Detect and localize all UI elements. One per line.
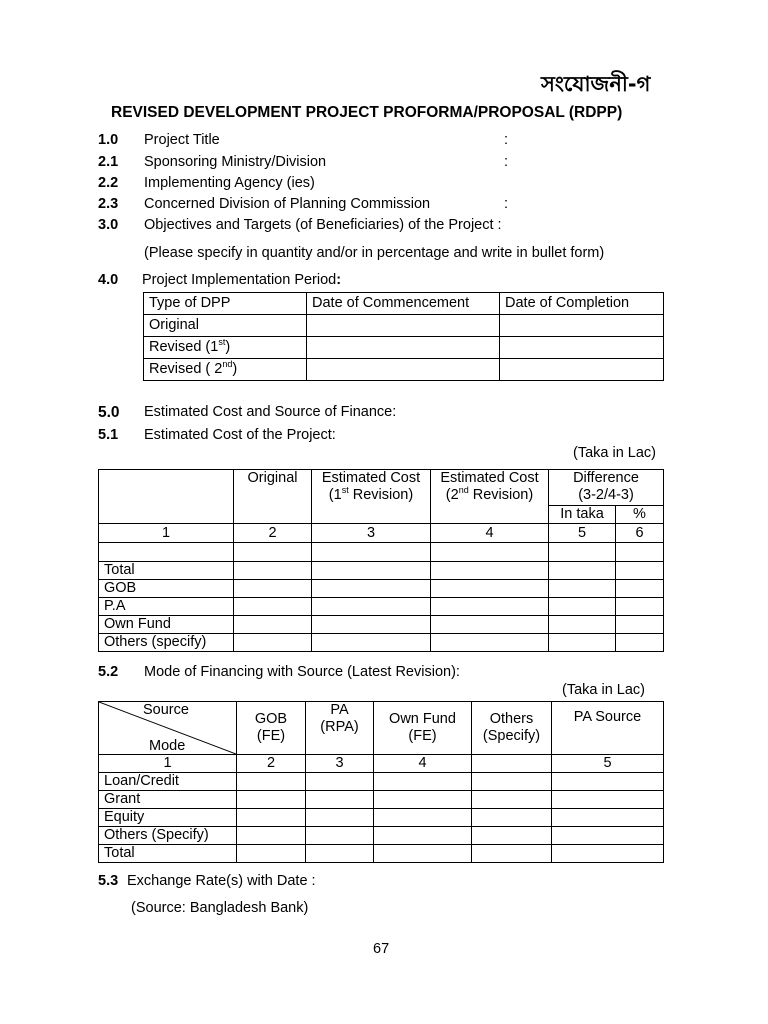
- column-number: 6: [616, 524, 664, 543]
- estimated-cost-table: [98, 469, 664, 652]
- input-cell[interactable]: [312, 562, 431, 580]
- section-number: 4.0: [98, 272, 119, 288]
- header-est-cost-rev1: Estimated Cost (1st Revision): [312, 470, 431, 524]
- row-label: Total: [99, 845, 237, 863]
- objectives-note: (Please specify in quantity and/or in percentage and write in bullet form): [144, 245, 605, 261]
- source-note: (Source: Bangladesh Bank): [131, 900, 309, 916]
- input-cell[interactable]: [431, 616, 549, 634]
- input-cell[interactable]: [431, 580, 549, 598]
- item-label: Concerned Division of Planning Commission: [144, 196, 431, 212]
- item-number: 2.3: [98, 196, 119, 212]
- row-label: Loan/Credit: [99, 773, 237, 791]
- input-cell[interactable]: [307, 359, 500, 381]
- input-cell[interactable]: [237, 791, 306, 809]
- header-est-cost-rev2: Estimated Cost (2nd Revision): [431, 470, 549, 524]
- column-number: 2: [234, 524, 312, 543]
- input-cell[interactable]: [234, 562, 312, 580]
- column-number: 3: [312, 524, 431, 543]
- section-label: Estimated Cost of the Project:: [144, 427, 336, 443]
- input-cell[interactable]: [431, 598, 549, 616]
- input-cell[interactable]: [431, 562, 549, 580]
- input-cell[interactable]: [237, 845, 306, 863]
- input-cell[interactable]: [500, 315, 664, 337]
- input-cell[interactable]: [549, 616, 616, 634]
- input-cell[interactable]: [472, 845, 552, 863]
- input-cell[interactable]: [374, 845, 472, 863]
- header-gob: GOB (FE): [237, 702, 306, 755]
- input-cell[interactable]: [616, 562, 664, 580]
- document-title: REVISED DEVELOPMENT PROJECT PROFORMA/PROPOSAL (RDPP): [111, 104, 623, 121]
- input-cell[interactable]: [312, 580, 431, 598]
- input-cell[interactable]: [552, 791, 664, 809]
- item-label: Implementing Agency (ies): [144, 175, 315, 191]
- header-mode: Mode: [149, 738, 186, 754]
- input-cell[interactable]: [552, 809, 664, 827]
- table-row-spacer: [99, 543, 234, 562]
- row-label: Others (Specify): [99, 827, 237, 845]
- header-date-of-completion: Date of Completion: [500, 293, 664, 315]
- input-cell[interactable]: [500, 337, 664, 359]
- row-label: GOB: [99, 580, 234, 598]
- header-difference: Difference (3-2/4-3): [549, 470, 664, 506]
- column-number: 1: [99, 755, 237, 773]
- unit-note: (Taka in Lac): [573, 445, 657, 461]
- input-cell[interactable]: [307, 315, 500, 337]
- input-cell[interactable]: [374, 773, 472, 791]
- column-number: 4: [374, 755, 472, 773]
- input-cell[interactable]: [616, 598, 664, 616]
- input-cell[interactable]: [552, 845, 664, 863]
- row-label-revised-1: Revised (1st): [144, 337, 307, 359]
- header-original: Original: [234, 470, 312, 524]
- input-cell[interactable]: [306, 845, 374, 863]
- mode-of-financing-table: [98, 701, 664, 863]
- input-cell[interactable]: [616, 616, 664, 634]
- section-number: 5.0: [98, 404, 120, 421]
- row-label: Total: [99, 562, 234, 580]
- input-cell[interactable]: [616, 634, 664, 652]
- column-number: 5: [552, 755, 664, 773]
- column-number: 3: [306, 755, 374, 773]
- row-label: P.A: [99, 598, 234, 616]
- input-cell[interactable]: [306, 827, 374, 845]
- input-cell[interactable]: [552, 773, 664, 791]
- header-in-taka: In taka: [549, 506, 616, 524]
- implementation-period-table: [143, 292, 664, 381]
- header-others: Others (Specify): [472, 702, 552, 755]
- input-cell[interactable]: [549, 634, 616, 652]
- row-label: Equity: [99, 809, 237, 827]
- annex-label: সংযোজনী-গ: [541, 72, 651, 96]
- item-number: 3.0: [98, 217, 119, 233]
- row-label: Grant: [99, 791, 237, 809]
- section-number: 5.2: [98, 664, 119, 680]
- item-number: 2.2: [98, 175, 119, 191]
- item-colon: :: [504, 154, 509, 170]
- unit-note: (Taka in Lac): [562, 682, 646, 698]
- input-cell[interactable]: [549, 598, 616, 616]
- row-label: Own Fund: [99, 616, 234, 634]
- input-cell[interactable]: [306, 791, 374, 809]
- input-cell[interactable]: [500, 359, 664, 381]
- input-cell[interactable]: [374, 791, 472, 809]
- row-label-revised-2: Revised ( 2nd): [144, 359, 307, 381]
- column-number: 2: [237, 755, 306, 773]
- input-cell[interactable]: [237, 809, 306, 827]
- input-cell[interactable]: [472, 827, 552, 845]
- item-number: 2.1: [98, 154, 119, 170]
- input-cell[interactable]: [374, 809, 472, 827]
- input-cell[interactable]: [549, 562, 616, 580]
- header-own-fund: Own Fund (FE): [374, 702, 472, 755]
- input-cell[interactable]: [472, 809, 552, 827]
- source-mode-header: [99, 702, 237, 755]
- section-number: 5.1: [98, 427, 119, 443]
- input-cell[interactable]: [234, 616, 312, 634]
- input-cell[interactable]: [312, 598, 431, 616]
- input-cell[interactable]: [234, 634, 312, 652]
- header-type-of-dpp: Type of DPP: [144, 293, 307, 315]
- input-cell[interactable]: [552, 827, 664, 845]
- input-cell[interactable]: [431, 634, 549, 652]
- item-colon: :: [504, 132, 509, 148]
- input-cell[interactable]: [472, 773, 552, 791]
- page-number: 67: [373, 941, 390, 957]
- header-pa: PA (RPA): [306, 702, 374, 755]
- blank-header-cell: [99, 470, 234, 524]
- input-cell[interactable]: [306, 809, 374, 827]
- input-cell[interactable]: [237, 827, 306, 845]
- row-label: Others (specify): [99, 634, 234, 652]
- section-label: Exchange Rate(s) with Date :: [127, 873, 316, 889]
- header-date-of-commencement: Date of Commencement: [307, 293, 500, 315]
- input-cell[interactable]: [312, 616, 431, 634]
- item-colon: :: [504, 196, 509, 212]
- input-cell[interactable]: [234, 580, 312, 598]
- item-label: Project Title: [144, 132, 220, 148]
- column-number: 5: [549, 524, 616, 543]
- input-cell[interactable]: [307, 337, 500, 359]
- input-cell[interactable]: [549, 580, 616, 598]
- input-cell[interactable]: [237, 773, 306, 791]
- input-cell[interactable]: [312, 634, 431, 652]
- input-cell[interactable]: [472, 791, 552, 809]
- item-label: Sponsoring Ministry/Division: [144, 154, 327, 170]
- row-label-original: Original: [144, 315, 307, 337]
- section-label: Mode of Financing with Source (Latest Revision):: [144, 664, 460, 680]
- item-label: Objectives and Targets (of Beneficiaries) of the Project :: [144, 217, 502, 233]
- input-cell[interactable]: [374, 827, 472, 845]
- input-cell[interactable]: [616, 580, 664, 598]
- input-cell[interactable]: [234, 598, 312, 616]
- section-label: Project Implementation Period:: [142, 272, 342, 288]
- input-cell[interactable]: [306, 773, 374, 791]
- column-number: 1: [99, 524, 234, 543]
- column-number: [472, 755, 552, 773]
- item-number: 1.0: [98, 132, 119, 148]
- section-number: 5.3: [98, 873, 119, 889]
- section-label: Estimated Cost and Source of Finance:: [144, 404, 397, 420]
- header-source: Source: [143, 702, 189, 718]
- column-number: 4: [431, 524, 549, 543]
- header-percent: %: [616, 506, 664, 524]
- header-pa-source: PA Source: [552, 702, 664, 755]
